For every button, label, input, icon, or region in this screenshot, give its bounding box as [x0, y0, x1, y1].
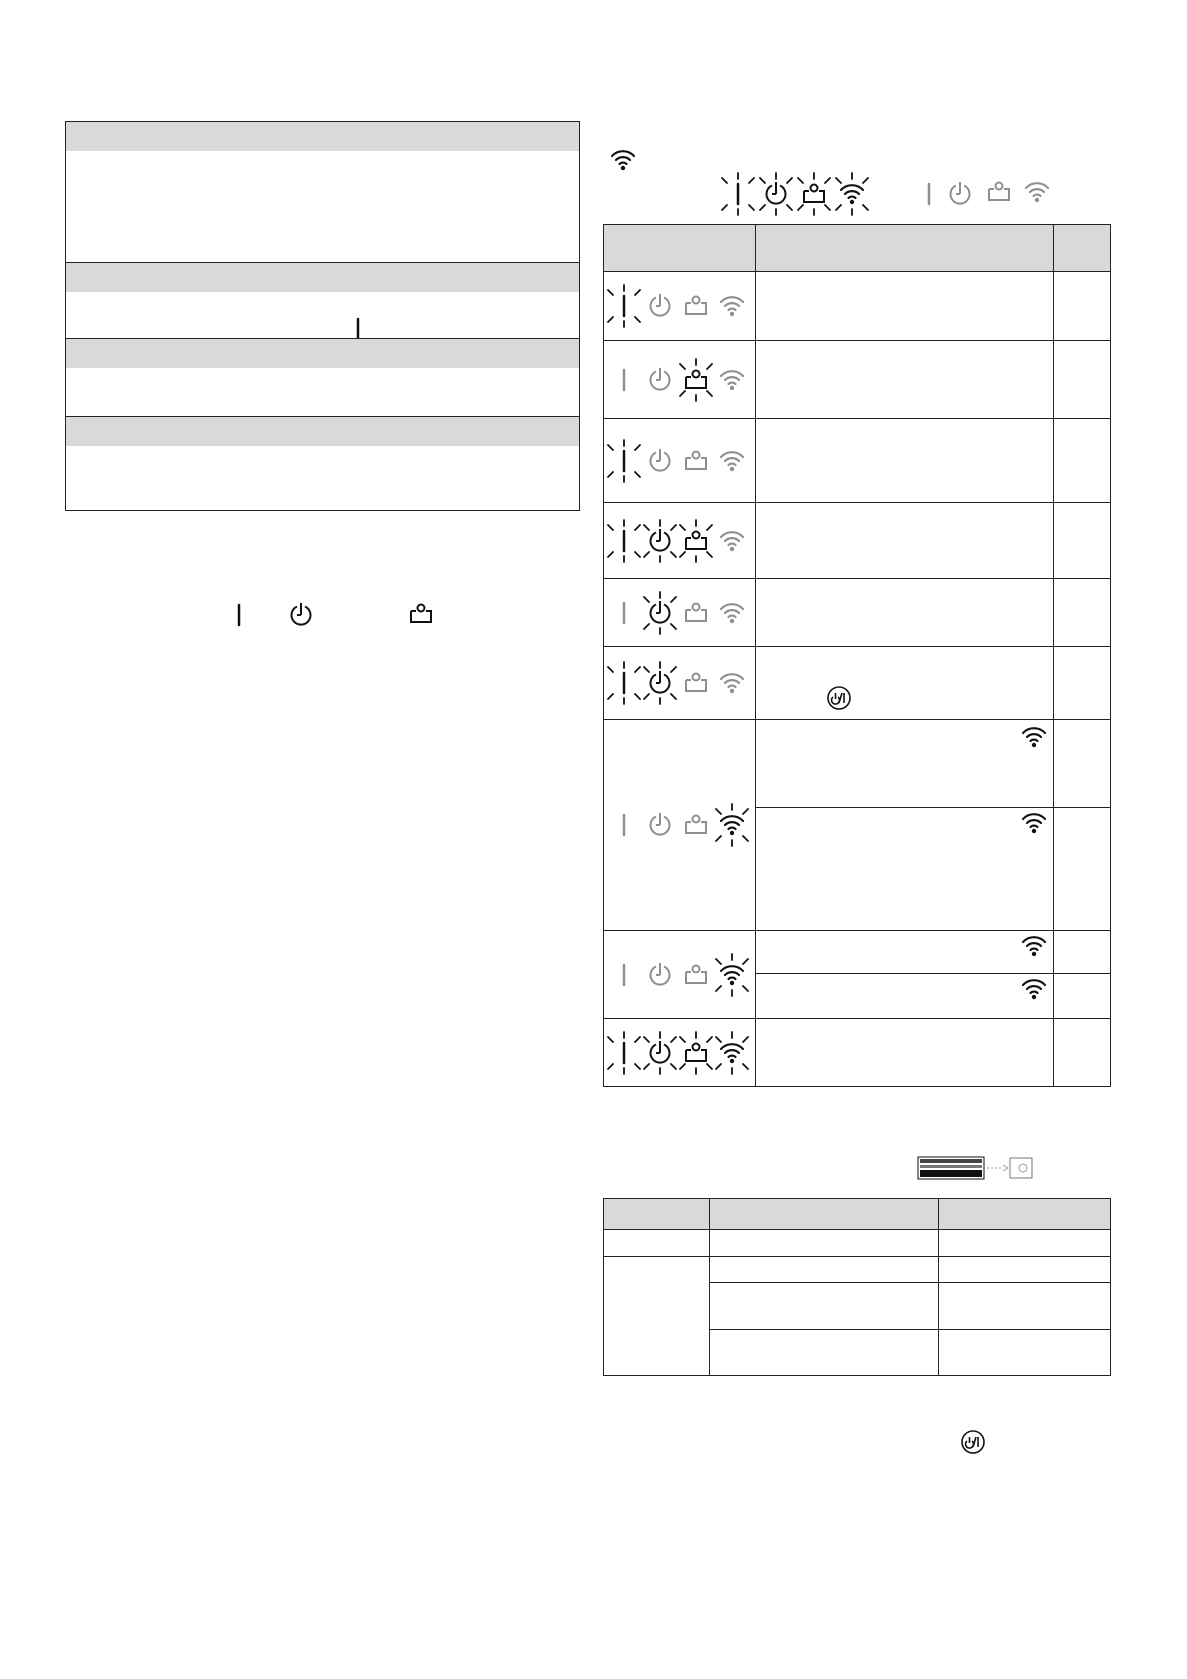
indicator-leds — [604, 276, 754, 336]
table-row — [604, 272, 1111, 341]
panel-heading-2 — [66, 263, 579, 292]
blink-legend-icons — [718, 170, 870, 218]
timer-led-icon — [651, 449, 670, 471]
table-row — [604, 503, 1111, 579]
table-row — [604, 1230, 1111, 1257]
indicator-table — [603, 224, 1111, 1087]
tank-led-icon — [686, 297, 706, 315]
indicator-leds — [604, 795, 754, 855]
wifi-led-icon — [721, 452, 743, 471]
table-row — [604, 647, 1111, 720]
table-row — [604, 579, 1111, 647]
wifi-led-icon — [721, 604, 743, 623]
column-header-page — [1054, 225, 1111, 272]
power-led-icon — [608, 285, 640, 327]
indicator-leds — [604, 945, 754, 1005]
tank-led-icon — [680, 520, 712, 562]
indicator-leds — [604, 431, 754, 491]
tank-led-icon — [686, 451, 706, 469]
timer-led-icon — [651, 963, 670, 985]
table-row — [604, 1257, 1111, 1283]
spec-header-1 — [604, 1199, 710, 1230]
timer-led-icon — [644, 520, 676, 562]
column-header-meaning — [756, 225, 1054, 272]
indicator-leds — [604, 511, 754, 571]
indicator-leds — [604, 583, 754, 643]
column-header-indicator — [604, 225, 756, 272]
power-led-icon — [608, 1032, 640, 1074]
tank-led-icon — [686, 603, 706, 621]
indicator-leds — [604, 350, 754, 410]
timer-led-icon — [644, 1032, 676, 1074]
indicator-leds — [604, 653, 754, 713]
tank-led-icon — [686, 674, 706, 692]
table-row — [604, 1019, 1111, 1087]
panel-heading-3 — [66, 339, 579, 368]
tank-led-icon — [686, 816, 706, 834]
timer-led-icon — [651, 294, 670, 316]
left-info-panel — [65, 121, 580, 511]
power-bar-icon — [234, 603, 244, 627]
tank-led-icon — [680, 1032, 712, 1074]
timer-icon — [288, 601, 314, 627]
power-button-icon — [959, 1428, 987, 1456]
wifi-icon — [1021, 726, 1047, 750]
wifi-icon — [1021, 812, 1047, 836]
wifi-icon — [1021, 935, 1047, 959]
wifi-led-icon — [716, 804, 748, 846]
spec-table — [603, 1198, 1111, 1376]
table-row — [604, 341, 1111, 419]
timer-led-icon — [651, 813, 670, 835]
blink-legend — [718, 170, 870, 218]
wifi-led-icon — [716, 1032, 748, 1074]
panel-heading-4 — [66, 417, 579, 446]
power-led-icon — [608, 662, 640, 704]
tank-led-icon — [680, 359, 712, 401]
wifi-icon — [609, 148, 637, 174]
off-legend — [915, 170, 1065, 218]
table-row — [604, 720, 1111, 808]
spec-header-2 — [710, 1199, 939, 1230]
tank-led-icon — [686, 965, 706, 983]
rating-plate-icon — [917, 1155, 1035, 1181]
power-led-icon — [608, 520, 640, 562]
timer-led-icon — [644, 592, 676, 634]
tank-icon — [408, 599, 434, 625]
wifi-led-icon — [721, 532, 743, 551]
off-legend-icons — [915, 170, 1065, 218]
spec-header-3 — [939, 1199, 1111, 1230]
wifi-led-icon — [721, 297, 743, 316]
timer-led-icon — [644, 662, 676, 704]
indicator-leds — [604, 1023, 754, 1083]
power-button-icon — [826, 685, 852, 711]
timer-led-icon — [651, 368, 670, 390]
table-row — [604, 931, 1111, 974]
power-led-icon — [608, 440, 640, 482]
wifi-led-icon — [721, 371, 743, 390]
panel-heading-1 — [66, 122, 579, 151]
wifi-led-icon — [716, 954, 748, 996]
wifi-icon — [1021, 978, 1047, 1002]
wifi-led-icon — [721, 674, 743, 693]
table-row — [604, 419, 1111, 503]
